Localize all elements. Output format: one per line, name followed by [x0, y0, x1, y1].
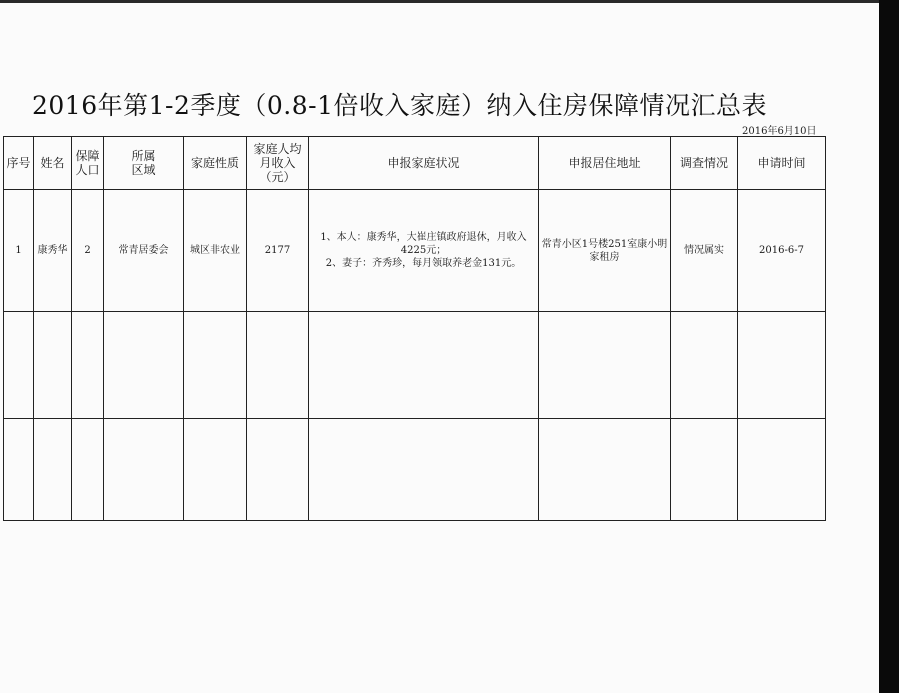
- empty-cell: [738, 312, 826, 419]
- header-district: 所属区域: [104, 137, 184, 190]
- empty-cell: [671, 419, 738, 521]
- empty-cell: [34, 419, 72, 521]
- empty-cell: [4, 312, 34, 419]
- header-persons: 保障人口: [72, 137, 104, 190]
- cell-situation: [309, 190, 539, 312]
- cell-name: 康秀华: [34, 190, 72, 312]
- cell-household-type: 城区非农业: [184, 190, 247, 312]
- scan-edge-right: [879, 0, 899, 693]
- empty-cell: [104, 312, 184, 419]
- empty-cell: [309, 419, 539, 521]
- empty-cell: [184, 419, 247, 521]
- empty-cell: [539, 312, 671, 419]
- document-title: 2016年第1-2季度（0.8-1倍收入家庭）纳入住房保障情况汇总表: [32, 91, 767, 120]
- situation-line-2: 2、妻子：齐秀珍，每月领取养老金131元。: [325, 258, 522, 269]
- cell-district: 常青居委会: [104, 190, 184, 312]
- document-date: 2016年6月10日: [742, 126, 817, 137]
- summary-table: [3, 136, 826, 521]
- empty-cell: [34, 312, 72, 419]
- header-seq: 序号: [4, 137, 34, 190]
- empty-cell: [738, 419, 826, 521]
- cell-seq: 1: [4, 190, 34, 312]
- header-row: [4, 137, 826, 190]
- empty-cell: [247, 312, 309, 419]
- table-row: [4, 190, 826, 312]
- empty-row: [4, 312, 826, 419]
- header-address: 申报居住地址: [539, 137, 671, 190]
- empty-row: [4, 419, 826, 521]
- situation-line-1: 1、本人：康秀华，大崔庄镇政府退休，月收入4225元；: [320, 232, 527, 256]
- cell-investigation: 情况属实: [671, 190, 738, 312]
- empty-cell: [4, 419, 34, 521]
- empty-cell: [671, 312, 738, 419]
- header-investigation: 调查情况: [671, 137, 738, 190]
- empty-cell: [184, 312, 247, 419]
- empty-cell: [539, 419, 671, 521]
- empty-cell: [72, 312, 104, 419]
- empty-cell: [247, 419, 309, 521]
- empty-cell: [72, 419, 104, 521]
- header-situation: 申报家庭状况: [309, 137, 539, 190]
- empty-cell: [104, 419, 184, 521]
- header-income: 家庭人均月收入（元）: [247, 137, 309, 190]
- header-apply-date: 申请时间: [738, 137, 826, 190]
- header-household-type: 家庭性质: [184, 137, 247, 190]
- cell-address: 常青小区1号楼251室康小明家租房: [539, 190, 671, 312]
- header-name: 姓名: [34, 137, 72, 190]
- empty-cell: [309, 312, 539, 419]
- cell-income: 2177: [247, 190, 309, 312]
- cell-apply-date: 2016-6-7: [738, 190, 826, 312]
- cell-persons: 2: [72, 190, 104, 312]
